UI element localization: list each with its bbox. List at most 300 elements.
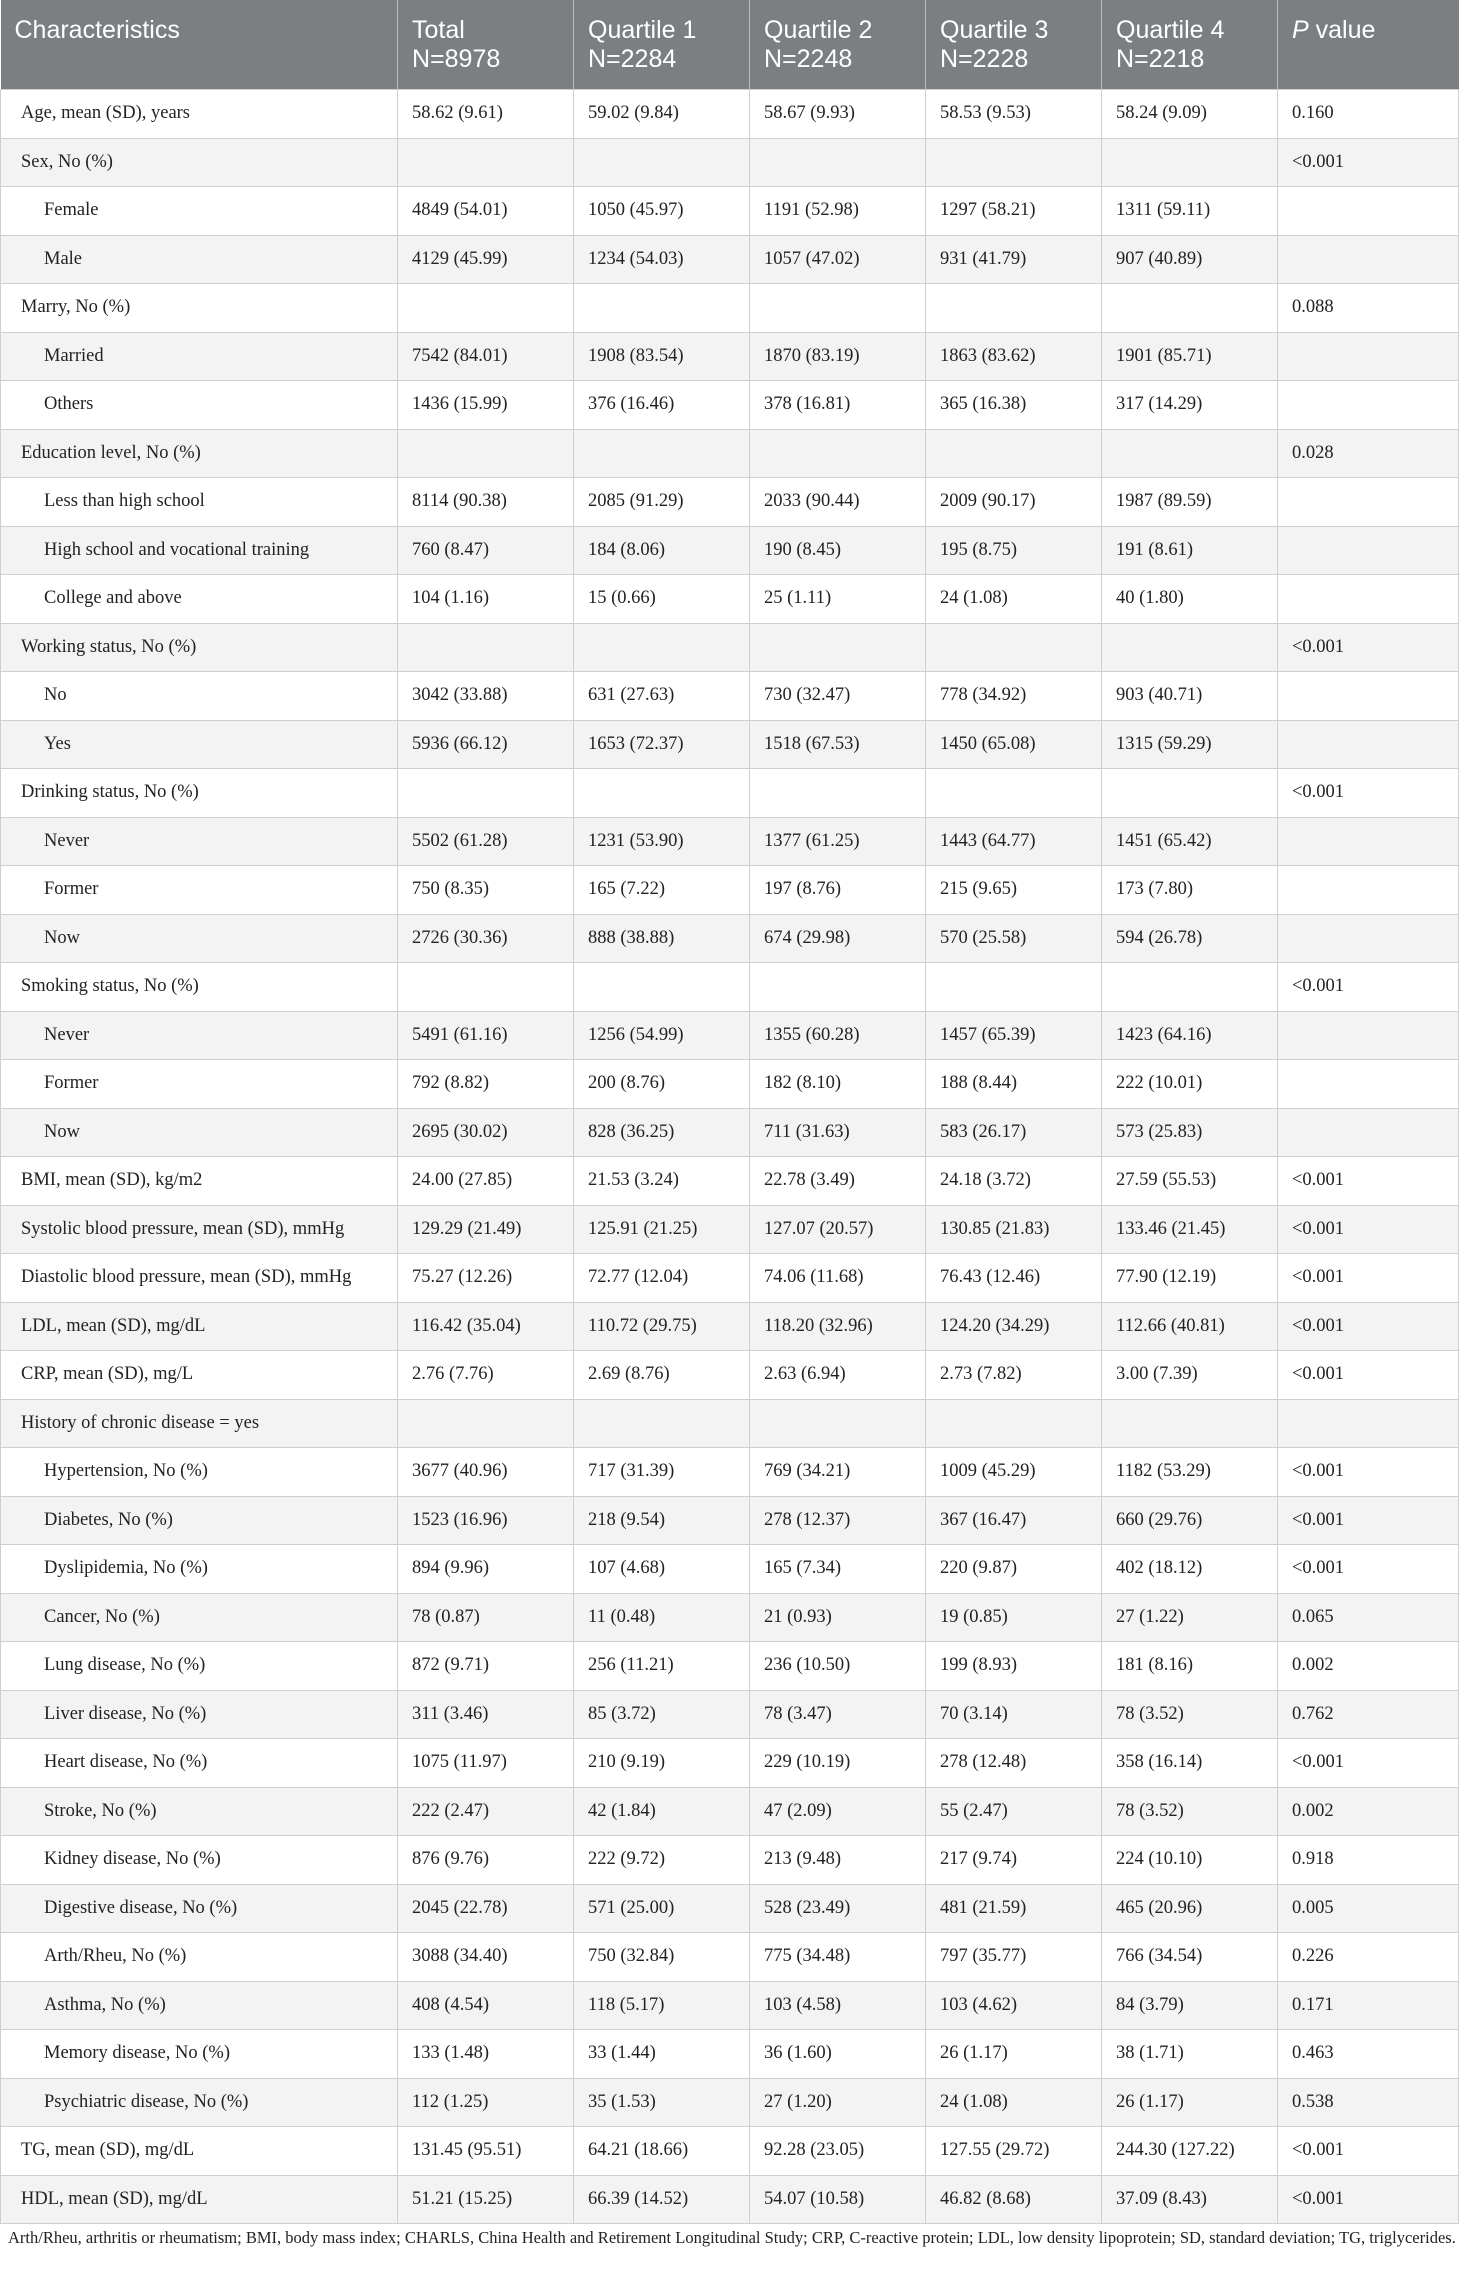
row-label: Drinking status, No (%) [1, 769, 398, 818]
row-label: Lung disease, No (%) [1, 1642, 398, 1691]
cell-p-value: <0.001 [1278, 1448, 1459, 1497]
table-row [1, 1836, 1459, 1885]
cell-quartile-4: 38 (1.71) [1102, 2030, 1278, 2079]
cell-total: 792 (8.82) [398, 1060, 574, 1109]
cell-total: 1075 (11.97) [398, 1739, 574, 1788]
cell-quartile-2: 2.63 (6.94) [750, 1351, 926, 1400]
cell-total [398, 769, 574, 818]
cell-quartile-3 [926, 138, 1102, 187]
cell-quartile-3: 103 (4.62) [926, 1981, 1102, 2030]
cell-quartile-3: 26 (1.17) [926, 2030, 1102, 2079]
cell-total: 78 (0.87) [398, 1593, 574, 1642]
row-label: BMI, mean (SD), kg/m2 [1, 1157, 398, 1206]
table-row [1, 1108, 1459, 1157]
cell-total: 2.76 (7.76) [398, 1351, 574, 1400]
row-label: High school and vocational training [1, 526, 398, 575]
cell-total: 5502 (61.28) [398, 817, 574, 866]
table-row [1, 1448, 1459, 1497]
cell-quartile-1: 66.39 (14.52) [574, 2175, 750, 2224]
cell-total [398, 1399, 574, 1448]
cell-quartile-4: 58.24 (9.09) [1102, 90, 1278, 139]
cell-quartile-4: 244.30 (127.22) [1102, 2127, 1278, 2176]
table-row [1, 1739, 1459, 1788]
cell-quartile-1 [574, 769, 750, 818]
table-row [1, 1642, 1459, 1691]
cell-quartile-3: 797 (35.77) [926, 1933, 1102, 1982]
row-label: Arth/Rheu, No (%) [1, 1933, 398, 1982]
row-label: Sex, No (%) [1, 138, 398, 187]
cell-quartile-4: 37.09 (8.43) [1102, 2175, 1278, 2224]
cell-p-value [1278, 866, 1459, 915]
header-p-rest: value [1308, 16, 1376, 44]
cell-total: 876 (9.76) [398, 1836, 574, 1885]
cell-quartile-4: 224 (10.10) [1102, 1836, 1278, 1885]
cell-quartile-1: 107 (4.68) [574, 1545, 750, 1594]
cell-p-value: <0.001 [1278, 138, 1459, 187]
cell-total: 75.27 (12.26) [398, 1254, 574, 1303]
table-row [1, 1205, 1459, 1254]
row-label: Asthma, No (%) [1, 1981, 398, 2030]
cell-quartile-3 [926, 623, 1102, 672]
header-total-n: N=8978 [412, 45, 501, 73]
cell-quartile-2 [750, 1399, 926, 1448]
cell-quartile-3: 1009 (45.29) [926, 1448, 1102, 1497]
row-label: Male [1, 235, 398, 284]
cell-quartile-3 [926, 769, 1102, 818]
cell-quartile-1: 717 (31.39) [574, 1448, 750, 1497]
header-quartile-2 [750, 0, 926, 90]
row-label: History of chronic disease = yes [1, 1399, 398, 1448]
cell-quartile-3: 19 (0.85) [926, 1593, 1102, 1642]
cell-quartile-3: 130.85 (21.83) [926, 1205, 1102, 1254]
cell-quartile-4: 26 (1.17) [1102, 2078, 1278, 2127]
cell-quartile-4 [1102, 429, 1278, 478]
cell-quartile-2: 27 (1.20) [750, 2078, 926, 2127]
cell-quartile-3: 2.73 (7.82) [926, 1351, 1102, 1400]
cell-quartile-3: 1457 (65.39) [926, 1011, 1102, 1060]
row-label: Marry, No (%) [1, 284, 398, 333]
cell-total: 3042 (33.88) [398, 672, 574, 721]
cell-quartile-2: 36 (1.60) [750, 2030, 926, 2079]
row-label: HDL, mean (SD), mg/dL [1, 2175, 398, 2224]
cell-quartile-4: 903 (40.71) [1102, 672, 1278, 721]
cell-p-value [1278, 381, 1459, 430]
cell-p-value: <0.001 [1278, 769, 1459, 818]
cell-total: 24.00 (27.85) [398, 1157, 574, 1206]
cell-p-value: 0.171 [1278, 1981, 1459, 2030]
cell-quartile-2: 769 (34.21) [750, 1448, 926, 1497]
cell-quartile-1: 1908 (83.54) [574, 332, 750, 381]
cell-total: 7542 (84.01) [398, 332, 574, 381]
cell-quartile-1: 1256 (54.99) [574, 1011, 750, 1060]
header-total [398, 0, 574, 90]
table-row [1, 1593, 1459, 1642]
cell-quartile-1: 376 (16.46) [574, 381, 750, 430]
table-row [1, 1351, 1459, 1400]
cell-quartile-4: 1987 (89.59) [1102, 478, 1278, 527]
cell-quartile-3: 24.18 (3.72) [926, 1157, 1102, 1206]
cell-p-value: 0.002 [1278, 1642, 1459, 1691]
table-row [1, 1690, 1459, 1739]
header-quartile-3 [926, 0, 1102, 90]
cell-total: 1523 (16.96) [398, 1496, 574, 1545]
header-quartile-3-n: N=2228 [940, 45, 1029, 73]
cell-quartile-1: 1231 (53.90) [574, 817, 750, 866]
cell-quartile-3: 220 (9.87) [926, 1545, 1102, 1594]
cell-quartile-2: 103 (4.58) [750, 1981, 926, 2030]
cell-quartile-3 [926, 1399, 1102, 1448]
cell-p-value [1278, 478, 1459, 527]
cell-quartile-1 [574, 284, 750, 333]
cell-p-value [1278, 1108, 1459, 1157]
cell-quartile-2 [750, 138, 926, 187]
cell-quartile-3: 58.53 (9.53) [926, 90, 1102, 139]
cell-total: 8114 (90.38) [398, 478, 574, 527]
row-label: Liver disease, No (%) [1, 1690, 398, 1739]
cell-quartile-2: 1057 (47.02) [750, 235, 926, 284]
cell-quartile-4: 173 (7.80) [1102, 866, 1278, 915]
row-label: Former [1, 866, 398, 915]
cell-quartile-4: 594 (26.78) [1102, 914, 1278, 963]
row-label: Less than high school [1, 478, 398, 527]
cell-quartile-1: 85 (3.72) [574, 1690, 750, 1739]
table-row [1, 672, 1459, 721]
table-footnote: Arth/Rheu, arthritis or rheumatism; BMI, body mass index; CHARLS, China Health and Retirement Longitudinal Study; CRP, C-reactive protein; LDL, low density lipoprotein; SD, standard deviation; TG, triglycerides. [8, 2228, 1456, 2247]
cell-quartile-4: 465 (20.96) [1102, 1884, 1278, 1933]
cell-quartile-4: 222 (10.01) [1102, 1060, 1278, 1109]
cell-p-value: <0.001 [1278, 1254, 1459, 1303]
cell-p-value [1278, 575, 1459, 624]
cell-quartile-4: 1901 (85.71) [1102, 332, 1278, 381]
cell-total: 112 (1.25) [398, 2078, 574, 2127]
cell-quartile-1: 72.77 (12.04) [574, 1254, 750, 1303]
table-row [1, 1933, 1459, 1982]
cell-p-value: <0.001 [1278, 1739, 1459, 1788]
cell-total: 408 (4.54) [398, 1981, 574, 2030]
cell-quartile-1: 165 (7.22) [574, 866, 750, 915]
cell-quartile-2 [750, 963, 926, 1012]
cell-quartile-4: 402 (18.12) [1102, 1545, 1278, 1594]
cell-quartile-2: 378 (16.81) [750, 381, 926, 430]
cell-quartile-3 [926, 963, 1102, 1012]
cell-quartile-1: 64.21 (18.66) [574, 2127, 750, 2176]
cell-quartile-2: 1355 (60.28) [750, 1011, 926, 1060]
row-label: Female [1, 187, 398, 236]
cell-quartile-2: 197 (8.76) [750, 866, 926, 915]
table-row [1, 1399, 1459, 1448]
cell-total: 311 (3.46) [398, 1690, 574, 1739]
cell-quartile-1 [574, 138, 750, 187]
cell-quartile-4: 1182 (53.29) [1102, 1448, 1278, 1497]
cell-p-value [1278, 1399, 1459, 1448]
table-row [1, 2175, 1459, 2224]
cell-quartile-1: 42 (1.84) [574, 1787, 750, 1836]
cell-quartile-4: 1311 (59.11) [1102, 187, 1278, 236]
table-body [1, 90, 1459, 2224]
row-label: Age, mean (SD), years [1, 90, 398, 139]
cell-quartile-3: 365 (16.38) [926, 381, 1102, 430]
header-quartile-4-label: Quartile 4 [1116, 16, 1225, 44]
cell-p-value: <0.001 [1278, 1157, 1459, 1206]
cell-quartile-1: 21.53 (3.24) [574, 1157, 750, 1206]
row-label: Smoking status, No (%) [1, 963, 398, 1012]
cell-p-value [1278, 187, 1459, 236]
cell-quartile-4: 1451 (65.42) [1102, 817, 1278, 866]
cell-quartile-4: 3.00 (7.39) [1102, 1351, 1278, 1400]
row-label: Hypertension, No (%) [1, 1448, 398, 1497]
cell-quartile-3: 55 (2.47) [926, 1787, 1102, 1836]
cell-quartile-1: 631 (27.63) [574, 672, 750, 721]
header-characteristics: Characteristics [1, 0, 398, 90]
cell-quartile-2: 1870 (83.19) [750, 332, 926, 381]
cell-quartile-3: 1443 (64.77) [926, 817, 1102, 866]
cell-quartile-4: 358 (16.14) [1102, 1739, 1278, 1788]
row-label: Heart disease, No (%) [1, 1739, 398, 1788]
cell-p-value: <0.001 [1278, 623, 1459, 672]
cell-quartile-1 [574, 1399, 750, 1448]
cell-quartile-1 [574, 429, 750, 478]
row-label: Others [1, 381, 398, 430]
cell-quartile-2: 674 (29.98) [750, 914, 926, 963]
row-label: Never [1, 817, 398, 866]
cell-quartile-1: 750 (32.84) [574, 1933, 750, 1982]
table-row [1, 1787, 1459, 1836]
table-row [1, 1545, 1459, 1594]
cell-quartile-1: 210 (9.19) [574, 1739, 750, 1788]
cell-quartile-2: 1518 (67.53) [750, 720, 926, 769]
row-label: Digestive disease, No (%) [1, 1884, 398, 1933]
table-row [1, 381, 1459, 430]
header-p-value [1278, 0, 1459, 90]
table-row [1, 284, 1459, 333]
table-row [1, 1302, 1459, 1351]
cell-quartile-3: 778 (34.92) [926, 672, 1102, 721]
cell-p-value [1278, 914, 1459, 963]
table-row [1, 2127, 1459, 2176]
cell-p-value: 0.028 [1278, 429, 1459, 478]
table-row [1, 2030, 1459, 2079]
cell-quartile-3: 46.82 (8.68) [926, 2175, 1102, 2224]
cell-quartile-4: 78 (3.52) [1102, 1787, 1278, 1836]
row-label: Kidney disease, No (%) [1, 1836, 398, 1885]
row-label: Diastolic blood pressure, mean (SD), mmHg [1, 1254, 398, 1303]
cell-quartile-4: 40 (1.80) [1102, 575, 1278, 624]
table-row [1, 478, 1459, 527]
row-label: LDL, mean (SD), mg/dL [1, 1302, 398, 1351]
cell-quartile-1: 59.02 (9.84) [574, 90, 750, 139]
cell-quartile-4 [1102, 138, 1278, 187]
cell-quartile-4: 181 (8.16) [1102, 1642, 1278, 1691]
row-label: Working status, No (%) [1, 623, 398, 672]
cell-quartile-1: 200 (8.76) [574, 1060, 750, 1109]
cell-total: 3677 (40.96) [398, 1448, 574, 1497]
cell-p-value [1278, 1060, 1459, 1109]
cell-quartile-3: 367 (16.47) [926, 1496, 1102, 1545]
cell-quartile-2: 278 (12.37) [750, 1496, 926, 1545]
row-label: Memory disease, No (%) [1, 2030, 398, 2079]
cell-p-value: 0.538 [1278, 2078, 1459, 2127]
cell-total: 760 (8.47) [398, 526, 574, 575]
cell-quartile-2: 21 (0.93) [750, 1593, 926, 1642]
cell-quartile-2: 58.67 (9.93) [750, 90, 926, 139]
cell-p-value: <0.001 [1278, 1496, 1459, 1545]
cell-quartile-4: 84 (3.79) [1102, 1981, 1278, 2030]
header-quartile-4-n: N=2218 [1116, 45, 1205, 73]
header-quartile-1-n: N=2284 [588, 45, 677, 73]
cell-quartile-3: 24 (1.08) [926, 2078, 1102, 2127]
cell-quartile-1 [574, 623, 750, 672]
cell-quartile-4 [1102, 963, 1278, 1012]
cell-p-value: <0.001 [1278, 1205, 1459, 1254]
cell-quartile-1: 1050 (45.97) [574, 187, 750, 236]
table-row [1, 1157, 1459, 1206]
cell-quartile-3: 24 (1.08) [926, 575, 1102, 624]
cell-quartile-3: 278 (12.48) [926, 1739, 1102, 1788]
cell-total: 5491 (61.16) [398, 1011, 574, 1060]
cell-quartile-4 [1102, 623, 1278, 672]
table-row [1, 1496, 1459, 1545]
row-label: Former [1, 1060, 398, 1109]
cell-quartile-2: 22.78 (3.49) [750, 1157, 926, 1206]
row-label: Dyslipidemia, No (%) [1, 1545, 398, 1594]
table-row [1, 575, 1459, 624]
cell-quartile-3: 199 (8.93) [926, 1642, 1102, 1691]
cell-total: 116.42 (35.04) [398, 1302, 574, 1351]
cell-quartile-3: 217 (9.74) [926, 1836, 1102, 1885]
cell-quartile-3 [926, 284, 1102, 333]
cell-quartile-1: 35 (1.53) [574, 2078, 750, 2127]
cell-quartile-3: 583 (26.17) [926, 1108, 1102, 1157]
cell-quartile-4: 1423 (64.16) [1102, 1011, 1278, 1060]
cell-quartile-3: 70 (3.14) [926, 1690, 1102, 1739]
table-row [1, 866, 1459, 915]
cell-p-value [1278, 526, 1459, 575]
cell-total: 131.45 (95.51) [398, 2127, 574, 2176]
cell-quartile-4: 27.59 (55.53) [1102, 1157, 1278, 1206]
cell-quartile-2: 190 (8.45) [750, 526, 926, 575]
cell-quartile-2: 54.07 (10.58) [750, 2175, 926, 2224]
table-row [1, 138, 1459, 187]
cell-quartile-4: 1315 (59.29) [1102, 720, 1278, 769]
cell-quartile-3: 124.20 (34.29) [926, 1302, 1102, 1351]
cell-quartile-1: 2.69 (8.76) [574, 1351, 750, 1400]
header-total-label: Total [412, 16, 465, 44]
row-label: Psychiatric disease, No (%) [1, 2078, 398, 2127]
cell-quartile-1: 218 (9.54) [574, 1496, 750, 1545]
cell-total: 894 (9.96) [398, 1545, 574, 1594]
cell-total: 133 (1.48) [398, 2030, 574, 2079]
cell-total: 51.21 (15.25) [398, 2175, 574, 2224]
cell-quartile-2: 78 (3.47) [750, 1690, 926, 1739]
cell-quartile-4: 112.66 (40.81) [1102, 1302, 1278, 1351]
row-label: No [1, 672, 398, 721]
cell-quartile-1: 110.72 (29.75) [574, 1302, 750, 1351]
cell-quartile-1: 1653 (72.37) [574, 720, 750, 769]
cell-total [398, 284, 574, 333]
table-row [1, 1011, 1459, 1060]
cell-total [398, 963, 574, 1012]
table-row [1, 769, 1459, 818]
header-quartile-1 [574, 0, 750, 90]
cell-p-value: 0.065 [1278, 1593, 1459, 1642]
cell-quartile-2: 229 (10.19) [750, 1739, 926, 1788]
cell-quartile-3: 76.43 (12.46) [926, 1254, 1102, 1303]
cell-p-value: <0.001 [1278, 963, 1459, 1012]
cell-p-value [1278, 720, 1459, 769]
cell-quartile-4: 77.90 (12.19) [1102, 1254, 1278, 1303]
cell-quartile-3: 188 (8.44) [926, 1060, 1102, 1109]
table-row [1, 187, 1459, 236]
cell-quartile-4: 78 (3.52) [1102, 1690, 1278, 1739]
cell-total: 5936 (66.12) [398, 720, 574, 769]
cell-quartile-3: 2009 (90.17) [926, 478, 1102, 527]
cell-quartile-2: 711 (31.63) [750, 1108, 926, 1157]
cell-p-value [1278, 332, 1459, 381]
cell-quartile-3: 570 (25.58) [926, 914, 1102, 963]
cell-quartile-2: 213 (9.48) [750, 1836, 926, 1885]
row-label: Married [1, 332, 398, 381]
cell-p-value: 0.088 [1278, 284, 1459, 333]
row-label: College and above [1, 575, 398, 624]
row-label: Diabetes, No (%) [1, 1496, 398, 1545]
cell-quartile-2: 730 (32.47) [750, 672, 926, 721]
table-row [1, 332, 1459, 381]
table-row [1, 817, 1459, 866]
cell-quartile-2: 25 (1.11) [750, 575, 926, 624]
cell-p-value: <0.001 [1278, 1545, 1459, 1594]
cell-p-value: 0.160 [1278, 90, 1459, 139]
table-row [1, 235, 1459, 284]
cell-quartile-2: 47 (2.09) [750, 1787, 926, 1836]
row-label: Systolic blood pressure, mean (SD), mmHg [1, 1205, 398, 1254]
cell-p-value [1278, 672, 1459, 721]
cell-quartile-4: 191 (8.61) [1102, 526, 1278, 575]
cell-total [398, 623, 574, 672]
table-row [1, 914, 1459, 963]
cell-total: 2695 (30.02) [398, 1108, 574, 1157]
cell-quartile-4: 766 (34.54) [1102, 1933, 1278, 1982]
cell-p-value: 0.762 [1278, 1690, 1459, 1739]
row-label: Yes [1, 720, 398, 769]
cell-quartile-2 [750, 769, 926, 818]
row-label: Stroke, No (%) [1, 1787, 398, 1836]
row-label: CRP, mean (SD), mg/L [1, 1351, 398, 1400]
cell-total: 872 (9.71) [398, 1642, 574, 1691]
cell-p-value: 0.918 [1278, 1836, 1459, 1885]
cell-total: 2726 (30.36) [398, 914, 574, 963]
cell-quartile-1: 11 (0.48) [574, 1593, 750, 1642]
cell-quartile-1: 33 (1.44) [574, 2030, 750, 2079]
cell-quartile-2: 92.28 (23.05) [750, 2127, 926, 2176]
cell-p-value: <0.001 [1278, 1302, 1459, 1351]
cell-total: 4129 (45.99) [398, 235, 574, 284]
cell-p-value: 0.002 [1278, 1787, 1459, 1836]
cell-quartile-1: 118 (5.17) [574, 1981, 750, 2030]
cell-quartile-2: 127.07 (20.57) [750, 1205, 926, 1254]
row-label: Now [1, 914, 398, 963]
cell-quartile-2: 528 (23.49) [750, 1884, 926, 1933]
cell-quartile-3: 195 (8.75) [926, 526, 1102, 575]
cell-total [398, 429, 574, 478]
table-row [1, 90, 1459, 139]
cell-quartile-1: 1234 (54.03) [574, 235, 750, 284]
cell-total: 3088 (34.40) [398, 1933, 574, 1982]
row-label: Education level, No (%) [1, 429, 398, 478]
cell-quartile-1 [574, 963, 750, 1012]
cell-quartile-2: 182 (8.10) [750, 1060, 926, 1109]
cell-total: 104 (1.16) [398, 575, 574, 624]
cell-total: 4849 (54.01) [398, 187, 574, 236]
